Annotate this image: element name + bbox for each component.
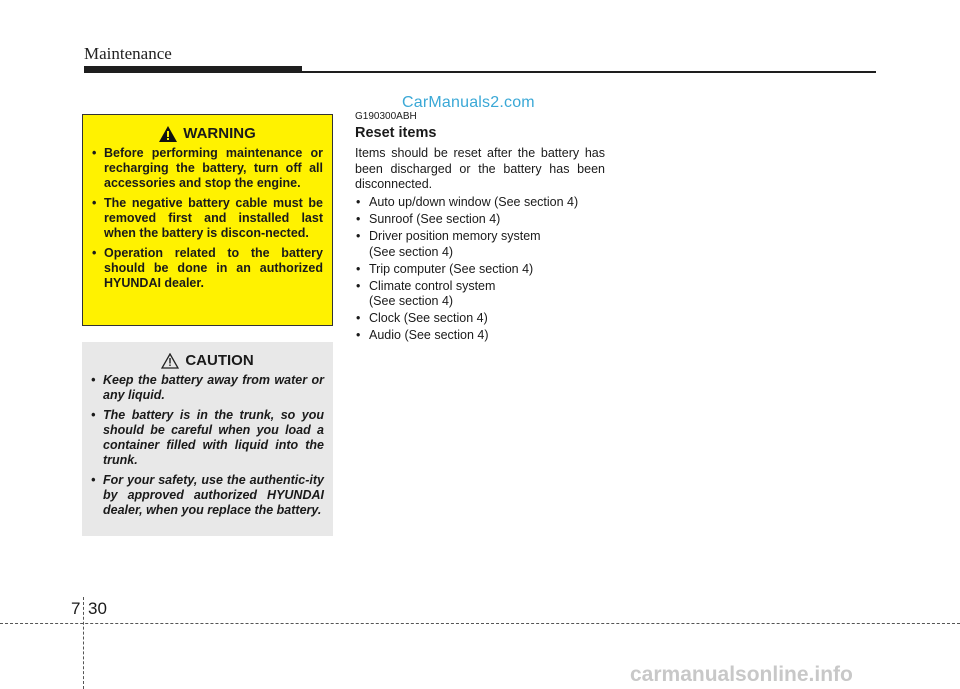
reset-item-text: Driver position memory system [369, 229, 541, 243]
reset-item-text: Audio (See section 4) [369, 328, 489, 342]
reset-item [355, 195, 615, 211]
caution-list [91, 373, 324, 518]
reset-item [355, 229, 615, 260]
reset-item-text: Climate control system [369, 278, 496, 293]
caution-triangle-icon [161, 353, 179, 369]
reset-item [355, 279, 615, 310]
warning-triangle-icon [159, 126, 177, 142]
reset-item [355, 311, 615, 327]
page-number: 30 [88, 599, 107, 618]
section-code: G190300ABH [355, 111, 417, 122]
reset-item [355, 328, 615, 344]
warning-title: WARNING [183, 125, 256, 142]
caution-item: • The battery is in the trunk, so you should be careful when you load a container filled with liquid into the trunk. [91, 408, 324, 468]
reset-item [355, 212, 615, 228]
warning-list [92, 146, 323, 291]
caution-item: • Keep the battery away from water or any liquid. [91, 373, 324, 403]
reset-item-sub: (See section 4) [369, 294, 454, 308]
reset-item-text: Clock (See section 4) [369, 311, 488, 325]
warning-item: • Operation related to the battery should be done in an authorized HYUNDAI dealer. [92, 246, 323, 291]
chapter-number: 7 [71, 599, 81, 618]
section-heading: Reset items [355, 125, 437, 141]
caution-item: • For your safety, use the authentic-ity by approved authorized HYUNDAI dealer, when you replace the battery. [91, 473, 324, 518]
footer-vertical-divider [83, 597, 84, 689]
reset-item-text: Auto up/down window (See section 4) [369, 195, 579, 209]
watermark-bottom: carmanualsonline.info [630, 663, 853, 686]
header-rule-thin [302, 71, 876, 73]
caution-title: CAUTION [185, 352, 254, 369]
footer-divider [0, 623, 960, 624]
warning-item: • The negative battery cable must be removed first and installed last when the battery is discon-nected. [92, 196, 323, 241]
reset-items-list [355, 195, 615, 345]
watermark-top: CarManuals2.com [402, 94, 535, 111]
reset-item-sub: (See section 4) [369, 244, 454, 259]
warning-item: • Before performing maintenance or recharging the battery, turn off all accessories and stop the engine. [92, 146, 323, 191]
warning-header [92, 125, 323, 142]
header-rule-thick [84, 66, 302, 73]
reset-item-text: Sunroof (See section 4) [369, 212, 501, 226]
caution-box [82, 342, 333, 536]
section-intro: Items should be reset after the battery has been discharged or the battery has been disconnected. [355, 146, 605, 191]
reset-item [355, 262, 615, 278]
caution-header [91, 352, 324, 369]
warning-box [82, 114, 333, 326]
page-header-title: Maintenance [84, 44, 172, 63]
reset-item-text: Trip computer (See section 4) [369, 261, 534, 276]
